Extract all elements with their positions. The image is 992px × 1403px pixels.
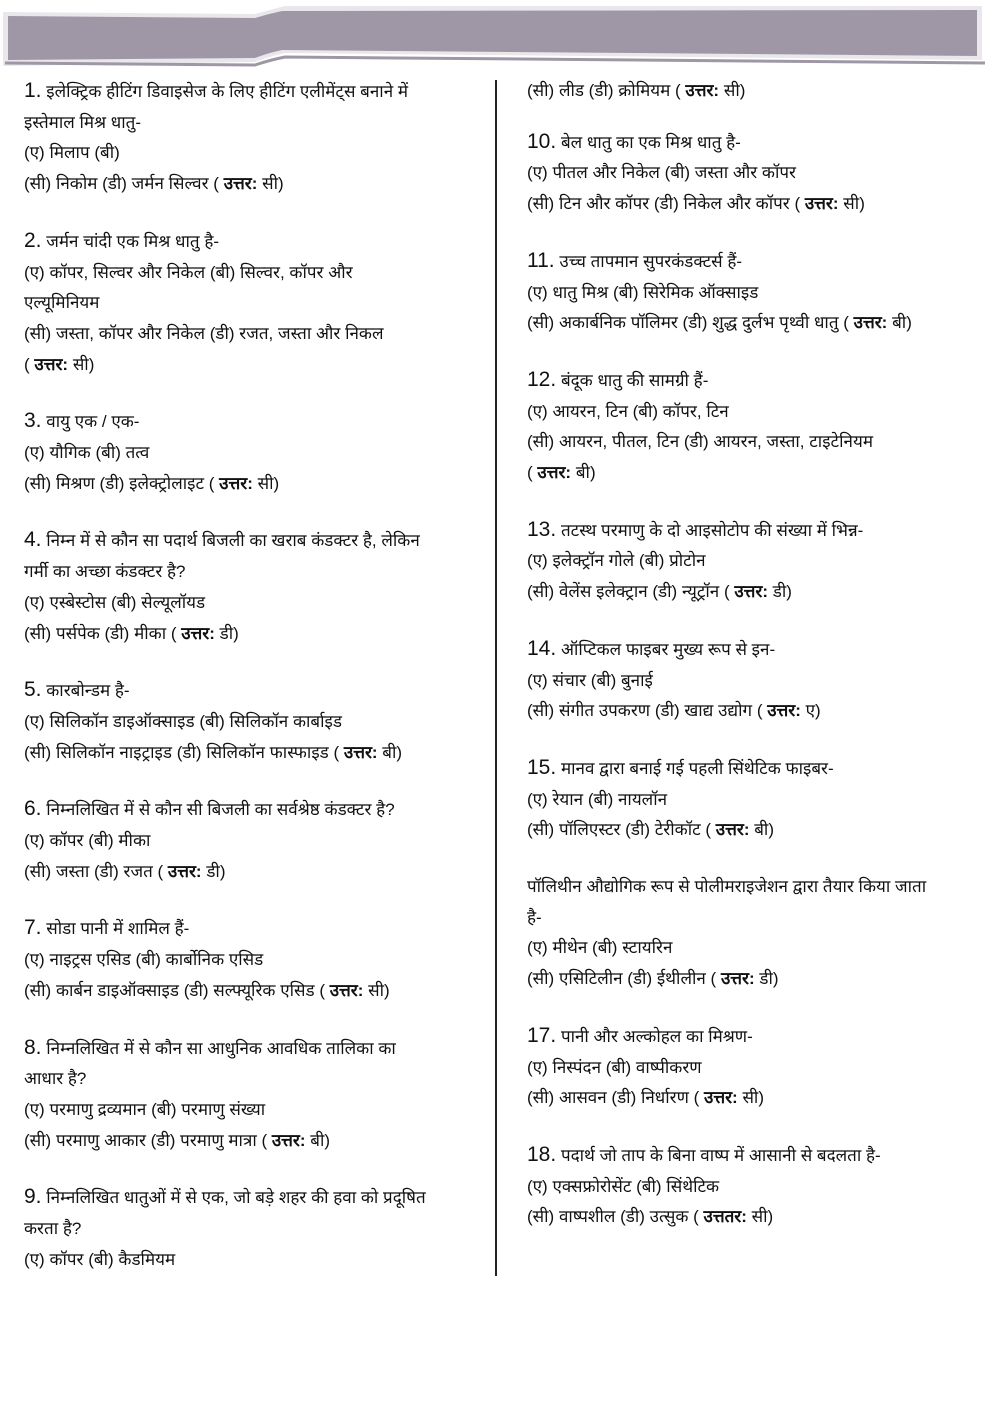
answer-value: सी [72,354,89,374]
question-line [24,913,489,945]
question-block [24,913,489,1006]
question-line [24,438,489,469]
line-text: (ए) पीतल और निकेल (बी) जस्ता और कॉपर [527,163,796,183]
question-line [527,903,977,934]
line-text: (सी) वाष्पशील (डी) उत्सुक [527,1207,689,1227]
line-text: (सी) कार्बन डाइऑक्साइड (डी) सल्फ्यूरिक एसिड [24,980,315,1000]
answer: ( उत्तर: सी) [789,194,865,214]
line-text: ऑप्टिकल फाइबर मुख्य रूप से इन- [560,639,776,659]
answer-label: उत्तर: [343,742,378,762]
question-block [24,675,489,768]
answer-label: उत्तर: [853,313,888,333]
line-text: निम्नलिखित में से कौन सा आधुनिक आवधिक तालिका का [46,1038,396,1058]
question-line [24,1245,489,1276]
question-block [24,1033,489,1157]
answer-value: बी [310,1130,325,1150]
line-text: वायु एक / एक- [46,412,140,432]
line-text: बंदूक धातु की सामग्री हैं- [560,370,709,390]
question-line [24,1033,489,1065]
line-text: (ए) नाइट्रस एसिड (बी) कार्बोनिक एसिड [24,950,264,970]
question-line [24,1064,489,1095]
line-text: (ए) कॉपर (बी) कैडमियम [24,1249,176,1269]
question-line [24,588,489,619]
answer-value: डी [759,969,773,989]
question-block [24,226,489,381]
answer: ( उत्तर: सी) [208,174,284,194]
answer-label: उत्तर: [271,1130,306,1150]
question-block [527,365,977,489]
question-block [527,1021,977,1114]
line-text: (ए) निस्पंदन (बी) वाष्पीकरण [527,1057,702,1077]
question-block [24,525,489,649]
line-text: (सी) वेलेंस इलेक्ट्रान (डी) न्यूट्रॉन [527,582,720,602]
question-line [527,76,977,107]
line-text: पॉलिथीन औद्योगिक रूप से पोलीमराइजेशन द्वारा तैयार किया जाता [527,877,927,897]
question-number: 13. [527,517,557,541]
line-text: (ए) कॉपर, सिल्वर और निकेल (बी) सिल्वर, कॉपर और [24,262,353,282]
question-line [527,308,977,339]
question-line [527,634,977,666]
question-line [527,397,977,428]
line-text: (ए) रेयान (बी) नायलॉन [527,789,668,809]
line-text: (सी) अकार्बनिक पॉलिमर (डी) शुद्ध दुर्लभ पृथ्वी धातु [527,313,839,333]
question-line [527,1021,977,1053]
question-line [527,753,977,785]
column-divider [495,80,497,1276]
line-text: करता है? [24,1219,82,1239]
line-text: (सी) लीड (डी) क्रोमियम [527,81,671,100]
line-text: (सी) परमाणु आकार (डी) परमाणु मात्रा [24,1130,257,1150]
question-number: 5. [24,678,42,702]
question-line [527,1172,977,1203]
question-line [24,288,489,319]
line-text: इलेक्ट्रिक हीटिंग डिवाइसेज के लिए हीटिंग एलीमेंट्स बनाने में [46,82,409,101]
line-text: (ए) परमाणु द्रव्यमान (बी) परमाणु संख्या [24,1099,266,1119]
question-block [527,872,977,995]
question-line [527,515,977,547]
answer-label: उत्तर: [219,473,253,493]
line-text: (ए) मीथेन (बी) स्टायरिन [527,938,673,958]
question-block [527,634,977,727]
answer-label: उत्तर: [329,980,364,1000]
line-text: (सी) आयरन, पीतल, टिन (डी) आयरन, जस्ता, टाइटेनियम [527,432,873,452]
question-block [527,515,977,608]
line-text: एल्यूमिनियम [24,293,100,313]
question-line [527,365,977,397]
answer: ( उत्तर: बी) [527,463,596,483]
question-line [527,458,977,489]
question-number: 15. [527,755,557,779]
answer: ( उत्तर: सी) [24,354,95,374]
question-number: 14. [527,636,557,660]
question-line [527,278,977,309]
question-line [24,738,489,769]
line-text: इस्तेमाल मिश्र धातु- [24,112,142,132]
question-line [24,108,489,139]
question-number: 1. [24,79,42,102]
line-text: (ए) एक्सफ्रोरोसेंट (बी) सिंथेटिक [527,1176,720,1196]
question-line [527,1083,977,1114]
question-line [24,319,489,350]
answer-label: उत्तर: [685,81,720,100]
question-block [527,753,977,846]
answer-value: डी [772,582,787,602]
answer-label: उत्तर: [181,623,215,643]
question-line [527,127,977,159]
header-banner [0,0,992,75]
right-column [527,76,977,1259]
line-text: (सी) आसवन (डी) निर्धारण [527,1088,689,1108]
line-text: निम्नलिखित में से कौन सी बिजली का सर्वश्रेष्ठ कंडक्टर है? [46,800,395,820]
line-text: (ए) इलेक्ट्रॉन गोले (बी) प्रोटोन [527,551,706,571]
line-text: मानव द्वारा बनाई गई पहली सिंथेटिक फाइबर- [560,758,834,778]
line-text: निम्नलिखित धातुओं में से एक, जो बड़े शहर की हवा को प्रदूषित [46,1188,426,1208]
question-line [527,577,977,608]
answer: ( उत्ततर: सी) [688,1207,774,1227]
question-line [527,246,977,278]
answer-label: उत्तर: [767,701,801,721]
answer-value: सी [843,194,860,214]
line-text: पानी और अल्कोहल का मिश्रण- [560,1026,753,1046]
question-line [527,1202,977,1233]
question-line [24,469,489,500]
question-line [24,707,489,738]
answer-value: सी [257,473,274,493]
line-text: (ए) मिलाप (बी) [24,143,120,163]
answer-label: उत्तर: [34,354,69,374]
question-block [24,1182,489,1275]
question-line [24,138,489,169]
question-line [24,857,489,888]
line-text: (ए) धातु मिश्र (बी) सिरेमिक ऑक्साइड [527,282,759,302]
question-number: 2. [24,228,42,252]
question-number: 7. [24,916,42,940]
answer: ( उत्तर: बी) [838,313,912,333]
answer: ( उत्तर: सी) [314,980,390,1000]
question-line [24,675,489,707]
answer-label: उत्तर: [804,194,839,214]
answer-value: सी [262,174,279,194]
answer-value: सी [368,980,385,1000]
question-block [527,127,977,220]
question-line [527,158,977,189]
line-text: (सी) संगीत उपकरण (डी) खाद्य उद्योग [527,701,753,721]
line-text: आधार है? [24,1069,87,1089]
line-text: गर्मी का अच्छा कंडक्टर है? [24,562,186,582]
question-line [527,785,977,816]
answer: ( उत्तर: डी) [166,623,239,643]
question-number: 11. [527,248,555,272]
answer-label: उत्तर: [223,174,258,194]
answer-value: बी [575,463,590,483]
question-line [527,964,977,995]
line-text: जर्मन चांदी एक मिश्र धातु है- [46,231,220,251]
question-number: 8. [24,1035,42,1059]
question-line [527,933,977,964]
question-line [527,696,977,727]
line-text: (ए) कॉपर (बी) मीका [24,831,151,851]
line-text: (सी) पर्सपेक (डी) मीका [24,623,167,643]
question-number: 17. [527,1023,557,1047]
question-line [24,258,489,289]
question-line [24,619,489,650]
answer: ( उत्तर: सी) [204,473,280,493]
question-block [527,246,977,339]
line-text: (ए) एस्बेस्टोस (बी) सेल्यूलॉयड [24,592,206,612]
left-column [24,76,489,1302]
line-text: (सी) मिश्रण (डी) इलेक्ट्रोलाइट [24,473,205,493]
question-line [24,794,489,826]
line-text: तटस्थ परमाणु के दो आइसोटोप की संख्या में भिन्न- [560,520,864,540]
answer: ( उत्तर: सी) [670,81,746,100]
answer-label: उत्तर: [537,463,572,483]
line-text: निम्न में से कौन सा पदार्थ बिजली का खराब कंडक्टर है, लेकिन [46,531,420,551]
line-text: पदार्थ जो ताप के बिना वाष्प में आसानी से बदलता है- [560,1145,881,1165]
question-line [24,350,489,381]
answer-value: डी [206,861,220,881]
question-line [24,1182,489,1214]
question-line [24,406,489,438]
answer-value: सी [751,1207,768,1227]
question-number: 10. [527,129,557,153]
answer: ( उत्तर: बी) [256,1130,331,1150]
answer-value: बी [892,313,907,333]
question-line [24,1126,489,1157]
question-number: 6. [24,797,42,821]
question-number: 18. [527,1142,557,1166]
question-line [24,976,489,1007]
question-line [527,189,977,220]
question-line [24,945,489,976]
question-line [24,525,489,557]
line-text: (ए) सिलिकॉन डाइऑक्साइड (बी) सिलिकॉन कार्बाइड [24,711,342,731]
line-text: (ए) संचार (बी) बुनाई [527,670,653,690]
question-line [527,1053,977,1084]
question-line [24,169,489,200]
line-text: उच्च तापमान सुपरकंडक्टर्स हैं- [559,251,743,271]
question-block [24,794,489,887]
question-line [527,1140,977,1172]
answer-label: उत्तर: [734,582,769,602]
answer-label: उत्तर: [715,820,750,840]
answer-label: उत्ततर: [703,1207,747,1227]
answer-value: सी [723,81,740,100]
line-text: कारबोन्डम है- [46,681,130,701]
line-text: (सी) सिलिकॉन नाइट्राइड (डी) सिलिकॉन फास्फाइड [24,742,329,762]
question-line [527,427,977,458]
question-block [24,76,489,200]
question-block [24,406,489,499]
line-text: (सी) जस्ता (डी) रजत [24,861,153,881]
question-line [24,76,489,108]
answer: ( उत्तर: डी) [705,969,779,989]
line-text: (सी) पॉलिएस्टर (डी) टेरीकॉट [527,820,701,840]
question-line [527,546,977,577]
answer: ( उत्तर: डी) [152,861,226,881]
line-text: (सी) निकोम (डी) जर्मन सिल्वर [24,174,209,194]
question-line [527,666,977,697]
answer-label: उत्तर: [704,1088,738,1108]
line-text: (सी) एसिटिलीन (डी) ईथीलीन [527,969,706,989]
answer: ( उत्तर: ए) [752,701,821,721]
answer-label: उत्तर: [720,969,755,989]
question-block [527,76,977,107]
answer-value: बी [754,820,769,840]
line-text: (सी) टिन और कॉपर (डी) निकेल और कॉपर [527,194,790,214]
line-text: बेल धातु का एक मिश्र धातु है- [560,132,741,152]
answer-value: सी [742,1088,759,1108]
line-text: (सी) जस्ता, कॉपर और निकेल (डी) रजत, जस्ता और निकल [24,323,384,343]
answer: ( उत्तर: बी) [328,742,403,762]
question-number: 9. [24,1185,42,1209]
question-line [24,1214,489,1245]
answer: ( उत्तर: बी) [700,820,775,840]
answer: ( उत्तर: डी) [719,582,792,602]
question-block [527,1140,977,1233]
answer-value: बी [382,742,397,762]
answer-label: उत्तर: [167,861,202,881]
answer-value: डी [219,623,234,643]
question-number: 4. [24,528,42,552]
question-line [24,557,489,588]
line-text: (ए) यौगिक (बी) तत्व [24,443,150,463]
line-text: (ए) आयरन, टिन (बी) कॉपर, टिन [527,401,729,421]
answer-value: ए [805,701,816,721]
question-line [527,815,977,846]
question-line [24,1095,489,1126]
question-line [527,872,977,903]
question-line [24,826,489,857]
answer: ( उत्तर: सी) [688,1088,765,1108]
question-number: 3. [24,409,42,433]
question-number: 12. [527,367,557,391]
line-text: है- [527,907,542,927]
line-text: सोडा पानी में शामिल हैं- [46,919,190,939]
question-line [24,226,489,258]
